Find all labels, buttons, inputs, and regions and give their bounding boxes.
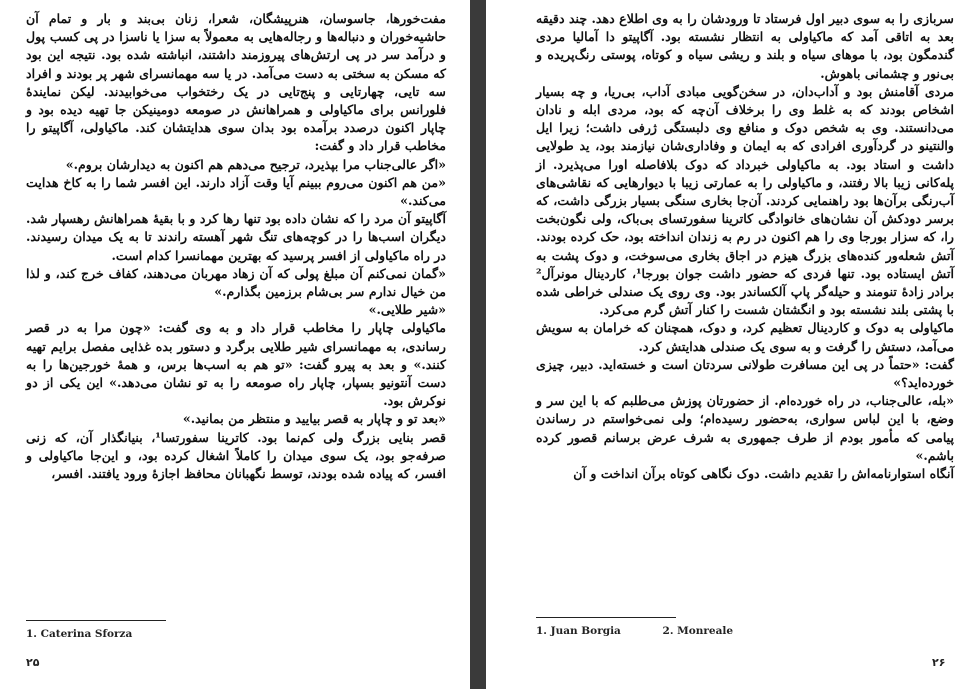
paragraph: «من هم اکنون می‌روم ببینم آیا وقت آزاد دارند. این افسر شما را به کاخ هدایت می‌کند.» bbox=[26, 174, 446, 209]
paragraph: مفت‌خورها، جاسوسان، هنرپیشگان، شعرا، زنان بی‌بند و بار و تمام آن حاشیه‌خوران و دنباله‌ها و رجاله‌هایی به معمولاً به سزا یا ناسزا در پی کسب پول و درآمد سر در پی ارتش‌های پیروزمند داشتند، انباشته شده بود. نتیجه این بود که مسکن به سختی به دست می‌آمد. در یا سه مهمانسرای شهر پر بودند و افراد سه تایی، چهارتایی و پنج‌تایی در یک رختخواب می‌خوابیدند. لیکن نمایندهٔ فلورانس برای ماکیاولی و همراهانش در صومعه دومینیکن جا تهیه دیده بود و چاپار اکنون درصدد برآمده بود بدان سوی هدایتشان کند. ماکیاولی، آگاپیتو را مخاطب قرار داد و گفت: bbox=[26, 11, 446, 154]
footnote: 1. Juan Borgia bbox=[536, 625, 621, 637]
paragraph: آنگاه استوارنامه‌اش را تقدیم داشت. دوک نگاهی کوتاه برآن انداخت و آن bbox=[573, 466, 954, 482]
left-book-page bbox=[0, 0, 470, 689]
paragraph: «بله، عالی‌جناب، در راه خورده‌ام. از حضورتان پوزش می‌طلبم که با این سر و وضع، با این لباس سواری، به‌حضور رسیده‌ام؛ ولی نمی‌خواستم در رساندن پیامی که مأمور بودم از طرف جمهوری به شرف عرض برسانم قصور کرده باشم.» bbox=[536, 393, 955, 463]
footnote-divider bbox=[26, 620, 166, 621]
paragraph: «اگر عالی‌جناب مرا بپذیرد، ترجیح می‌دهم هم اکنون به دیدارشان بروم.» bbox=[65, 156, 446, 172]
left-page-body bbox=[26, 10, 446, 483]
paragraph: آگاپیتو آن مرد را که نشان داده بود تنها رها کرد و با بقیهٔ همراهانش رهسپار شد. دیگران اسب‌ها را در کوچه‌های تنگ شهر آهسته راندند تا به یک میدان رسیدند. در راه ماکیاولی از افسر پرسید که بهترین مهمانسرا کدام است. bbox=[26, 211, 446, 263]
book-gutter bbox=[470, 0, 486, 689]
right-page-body bbox=[536, 10, 954, 483]
footnote: 2. Monreale bbox=[662, 625, 734, 637]
paragraph: قصر بنایی بزرگ ولی کم‌نما بود. کاترینا سفورتسا¹، بنیانگذار آن، که زنی صرفه‌جو بود، یک سوی میدان را کاملاً اشغال کرده بود، و این‌جا ماکیاولی و افسر، که پیاده شده بودند، توسط نگهبانان محافظ اجازهٔ ورود یافتند. افسر، bbox=[26, 429, 447, 482]
paragraph: «شیر طلایی.» bbox=[368, 302, 446, 318]
paragraph: ماکیاولی چاپار را مخاطب قرار داد و به وی گفت: «چون مرا به در قصر رساندی، به مهمانسرای شیر طلایی برگرد و دستور بده غذایی مفصل برایم تهیه کنند.» و بعد به پیرو گفت: «تو هم به اسب‌ها برس، و همهٔ خورجین‌ها را به دست آنتونیو بسپار، چاپار راه صومعه را به تو نشان می‌دهد.» این یکی از دو نوکرش بود. bbox=[26, 320, 446, 409]
paragraph: «بعد تو و چاپار به قصر بیایید و منتظر من بمانید.» bbox=[182, 411, 446, 427]
page-number: ۲۶ bbox=[932, 656, 946, 669]
paragraph: مردی آقامنش بود و آداب‌دان، در سخن‌گویی مبادی آداب، بی‌ریا، و چه بسیار اشخاص بودند که به غلط وی را برخلاف آن‌چه که بود، مردی ابله و نادان می‌دانستند. وی به شخص دوک و منافع وی دلبستگی ژرفی داشت؛ زیرا ایل والنتینو در گردآوری افرادی که به ایمان و وفاداری‌شان نیازمند بود، ید طولایی داشت و استاد بود. به ماکیاولی خبرداد که دوک بلافاصله اورا می‌پذیرد. از پله‌کانی زیبا بالا رفتند، و ماکیاولی را به عمارتی زیبا با دیوارهایی که نقاشی‌های آب‌رنگی برآن‌ها بود راهنمایی کردند. آن‌جا بخاری سنگی بسیار بزرگی داشت، که برسر دودکش آن نشان‌های خانوادگی کاترینا سفورتسای بی‌باک، ولی نگون‌بخت را، که سزار بورجا وی را هم اکنون در رم به زندان انداخته بود، حک کرده بودند. آتش شعله‌ور کنده‌های بزرگ هیزم در اجاق بخاری می‌سوخت، و دوک پشت به آتش ایستاده بود. تنها فردی که حضور داشت جوان بورجا¹، کاردینال مونرآل² برادر زادهٔ تنومند و حیله‌گر پاپ آلکساندر بود. وی روی یک صندلی خراطی شده با پشتی بلند نشسته بود و انگشتان شست را کنار آتش گرم می‌کرد. bbox=[536, 83, 954, 318]
page-number: ۲۵ bbox=[26, 656, 40, 669]
paragraph: سربازی را به سوی دبیر اول فرستاد تا ورودشان را به وی اطلاع دهد. چند دقیقه بعد به اتاقی آمد که ماکیاولی به انتظار نشسته بود. آگاپیتو دا آمالیا مردی گندمگون بود، با موهای سیاه و بلند و ریشی سیاه و کوتاه، پوستی رنگ‌پریده و بی‌نور و چشمانی باهوش. bbox=[536, 11, 954, 81]
right-book-page bbox=[486, 0, 967, 689]
footnotes bbox=[26, 628, 170, 640]
footnotes bbox=[536, 625, 771, 637]
footnote-divider bbox=[536, 617, 676, 618]
paragraph: ماکیاولی به دوک و کاردینال تعظیم کرد، و دوک، همچنان که خرامان به سویش می‌آمد، دستش را گرفت و به سوی یک صندلی هدایتش کرد. bbox=[536, 320, 954, 354]
paragraph: گفت: «حتماً در پی این مسافرت طولانی سردتان است و خسته‌اید. دبیر، چیزی خورده‌اید؟» bbox=[536, 356, 954, 391]
paragraph: «گمان نمی‌کنم آن مبلغ پولی که آن زهاد مهربان می‌دهند، کفاف خرج کند، و لذا من خیال ندارم سر بی‌شام برزمین بگذارم.» bbox=[26, 265, 446, 300]
footnote: 1. Caterina Sforza bbox=[26, 628, 133, 640]
